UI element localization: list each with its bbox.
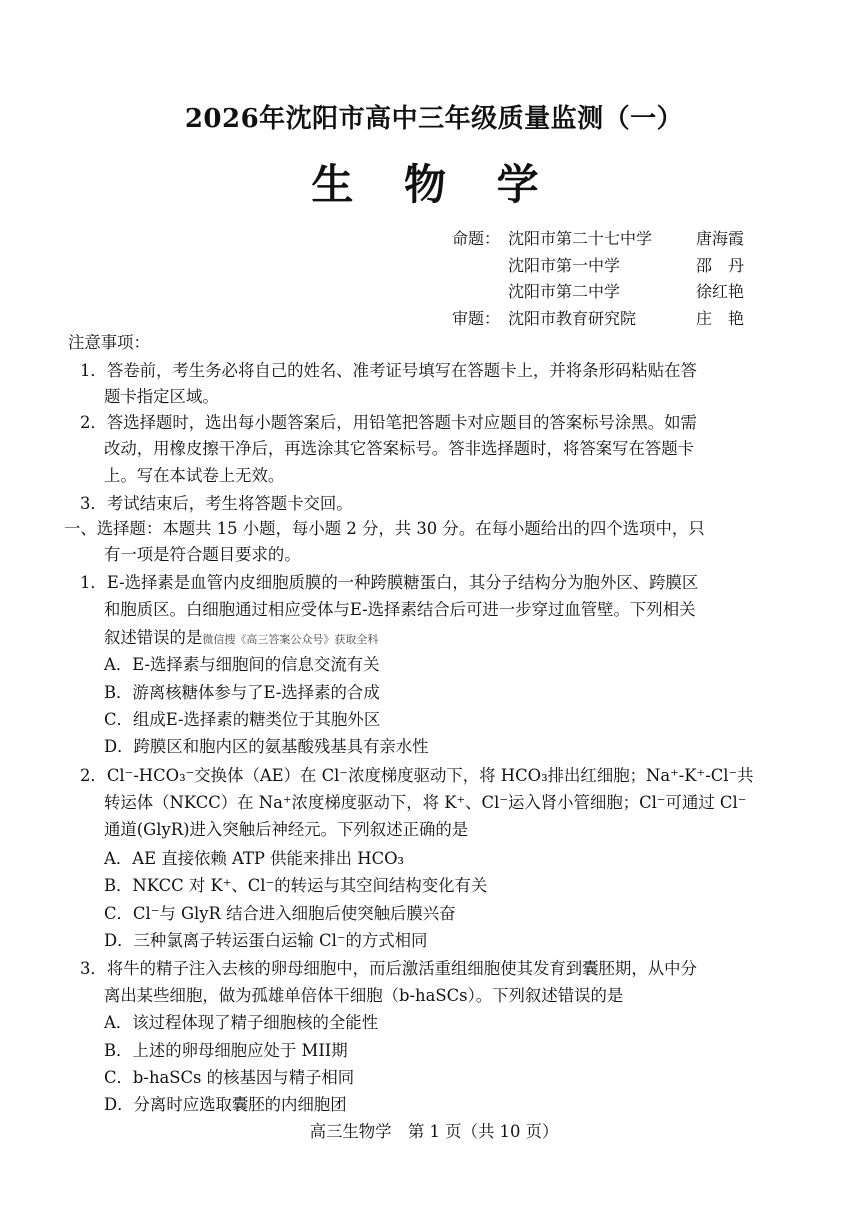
credit-school: 沈阳市第二十七中学 — [508, 229, 653, 248]
q3-stem: 离出某些细胞，做为孤雄单倍体干细胞（b-haSCs）。下列叙述错误的是 — [104, 986, 624, 1005]
q2-option: B．NKCC 对 K⁺、Cl⁻的转运与其空间结构变化有关 — [104, 876, 488, 895]
q3-option: D．分离时应选取囊胚的内细胞团 — [104, 1095, 347, 1114]
credits-block — [452, 226, 772, 332]
q1-stem-last — [104, 627, 378, 651]
exam-title: 2026年沈阳市高中三年级质量监测（一） — [184, 104, 684, 134]
q3-option: C．b-haSCs 的核基因与精子相同 — [104, 1068, 355, 1087]
credit-person: 唐海霞 — [696, 229, 745, 248]
q1-option: C．组成E-选择素的糖类位于其胞外区 — [104, 710, 381, 729]
q3-option: B．上述的卵母细胞应处于 MII期 — [104, 1041, 348, 1060]
q3-stem: 3．将牛的精子注入去核的卵母细胞中，而后激活重组细胞使其发育到囊胚期，从中分 — [80, 959, 697, 978]
q2-option: C．Cl⁻与 GlyR 结合进入细胞后使突触后膜兴奋 — [104, 904, 456, 923]
q2-stem: 转运体（NKCC）在 Na⁺浓度梯度驱动下，将 K⁺、Cl⁻运入肾小管细胞；Cl⁻可通过 Cl⁻ — [104, 793, 747, 812]
watermark-note: 微信搜《高三答案公众号》获取全科 — [202, 633, 379, 646]
note-line: 上。写在本试卷上无效。 — [104, 466, 285, 485]
credit-school: 沈阳市教育研究院 — [508, 308, 637, 328]
credit-row — [452, 226, 772, 253]
note-line: 题卡指定区域。 — [104, 387, 219, 406]
q1-stem: 1．E-选择素是血管内皮细胞质膜的一种跨膜糖蛋白，其分子结构分为胞外区、跨膜区 — [80, 573, 699, 592]
credit-role: 审题： — [452, 308, 501, 328]
q2-option: D．三种氯离子转运蛋白运输 Cl⁻的方式相同 — [104, 931, 428, 950]
section-heading: 有一项是符合题目要求的。 — [104, 545, 301, 564]
q1-option: A．E-选择素与细胞间的信息交流有关 — [104, 655, 380, 674]
q1-stem: 和胞质区。白细胞通过相应受体与E-选择素结合后可进一步穿过血管壁。下列相关 — [104, 600, 696, 619]
credit-row — [452, 279, 772, 306]
section-heading: 一、选择题：本题共 15 小题，每小题 2 分，共 30 分。在每小题给出的四个选项中，只 — [64, 519, 705, 538]
credit-person: 邵 丹 — [696, 255, 745, 275]
credit-person: 庄 艳 — [696, 308, 745, 328]
credit-row — [452, 253, 772, 280]
q1-option: B．游离核糖体参与了E-选择素的合成 — [104, 683, 380, 702]
note-line: 1．答卷前，考生务必将自己的姓名、准考证号填写在答题卡上，并将条形码粘贴在答 — [80, 361, 697, 380]
note-line: 2．答选择题时，选出每小题答案后，用铅笔把答题卡对应题目的答案标号涂黑。如需 — [80, 413, 697, 432]
q3-option: A．该过程体现了精子细胞核的全能性 — [104, 1013, 379, 1032]
q2-option: A．AE 直接依赖 ATP 供能来排出 HCO₃ — [104, 849, 405, 868]
q1-option: D．跨膜区和胞内区的氨基酸残基具有亲水性 — [104, 737, 429, 756]
credit-school: 沈阳市第一中学 — [508, 255, 621, 275]
exam-subject: 生 物 学 — [311, 160, 557, 209]
credit-school: 沈阳市第二中学 — [508, 282, 621, 301]
note-line: 3．考试结束后，考生将答题卡交回。 — [80, 494, 353, 513]
credit-role: 命题： — [452, 229, 501, 248]
page-footer: 高三生物学 第 1 页（共 10 页） — [309, 1122, 559, 1141]
q2-stem: 2．Cl⁻-HCO₃⁻交换体（AE）在 Cl⁻浓度梯度驱动下，将 HCO₃排出红细胞；Na⁺-K⁺-Cl⁻共 — [80, 766, 754, 785]
note-line: 改动，用橡皮擦干净后，再选涂其它答案标号。答非选择题时，将答案写在答题卡 — [104, 439, 695, 458]
credit-row — [452, 306, 772, 333]
notes-heading: 注意事项： — [68, 333, 150, 352]
credit-person: 徐红艳 — [696, 282, 745, 301]
q1-stem-text: 叙述错误的是 — [104, 628, 203, 647]
q2-stem: 通道(GlyR)进入突触后神经元。下列叙述正确的是 — [104, 820, 469, 839]
